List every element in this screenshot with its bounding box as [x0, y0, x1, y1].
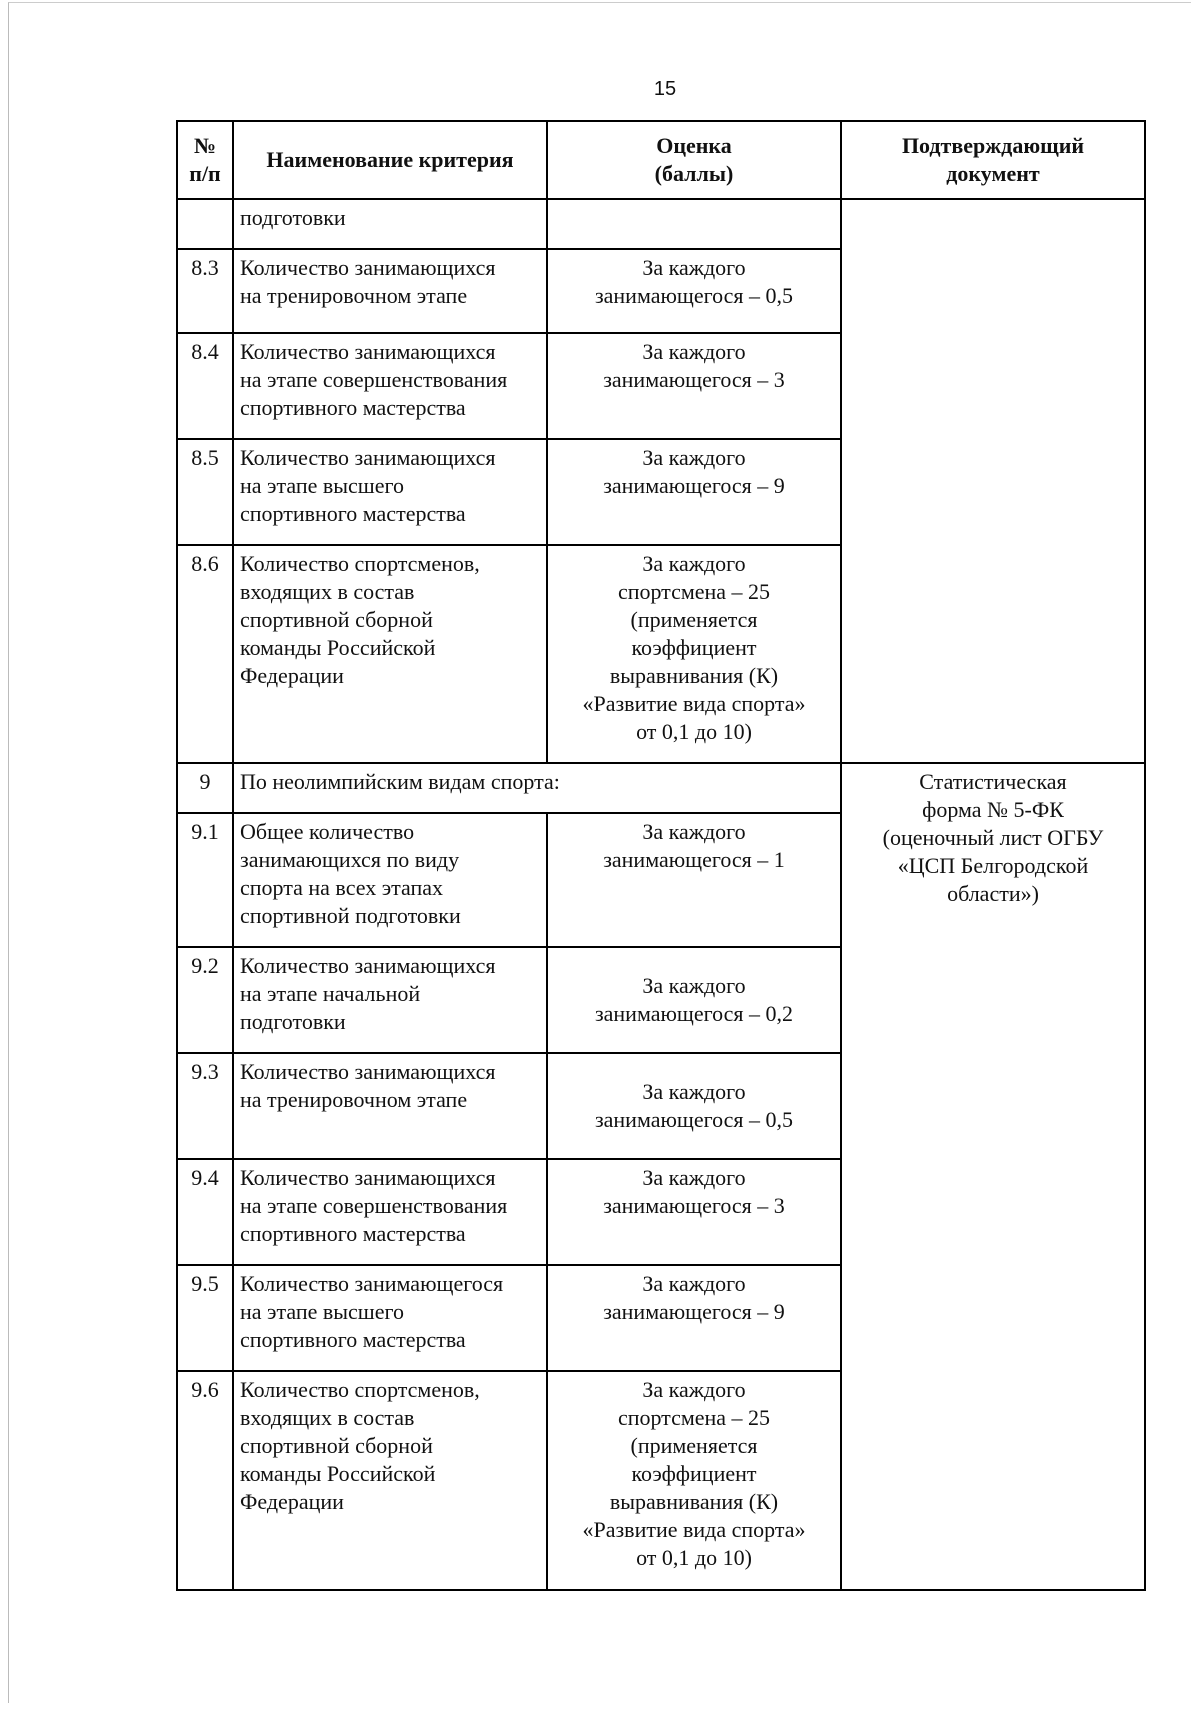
row-name: Количество занимающихся на тренировочном этапе: [233, 1053, 547, 1159]
row-score: За каждого занимающегося – 1: [547, 813, 841, 947]
row-name: Общее количество занимающихся по виду спорта на всех этапах спортивной подготовки: [233, 813, 547, 947]
criteria-table: [176, 120, 1146, 1591]
row-section-title: По неолимпийским видам спорта:: [233, 763, 841, 813]
row-score: За каждого занимающегося – 0,5: [547, 249, 841, 333]
row-name: Количество занимающихся на этапе совершенствования спортивного мастерства: [233, 333, 547, 439]
row-num: 8.3: [177, 249, 233, 333]
row-document-empty: [841, 199, 1145, 763]
row-num: 8.5: [177, 439, 233, 545]
row-num: 9.1: [177, 813, 233, 947]
header-document: Подтверждающий документ: [841, 121, 1145, 199]
row-num: 9.6: [177, 1371, 233, 1590]
row-score: За каждого занимающегося – 3: [547, 333, 841, 439]
table-header-row: [177, 121, 1145, 199]
row-name: Количество занимающихся на этапе высшего спортивного мастерства: [233, 439, 547, 545]
row-score: За каждого занимающегося – 9: [547, 439, 841, 545]
row-name: подготовки: [233, 199, 547, 249]
row-document: Статистическая форма № 5-ФК (оценочный лист ОГБУ «ЦСП Белгородской области»): [841, 763, 1145, 1590]
row-name: Количество занимающихся на тренировочном этапе: [233, 249, 547, 333]
table-row-section: [177, 763, 1145, 813]
row-num: 8.4: [177, 333, 233, 439]
row-num: 9: [177, 763, 233, 813]
header-name: Наименование критерия: [233, 121, 547, 199]
row-score: За каждого занимающегося – 0,2: [547, 947, 841, 1053]
row-name: Количество занимающихся на этапе начальной подготовки: [233, 947, 547, 1053]
row-num: [177, 199, 233, 249]
table-row: [177, 199, 1145, 249]
row-score: За каждого спортсмена – 25 (применяется коэффициент выравнивания (К) «Развитие вида спорта» от 0,1 до 10): [547, 545, 841, 763]
row-name: Количество спортсменов, входящих в состав спортивной сборной команды Российской Федерации: [233, 545, 547, 763]
row-num: 9.2: [177, 947, 233, 1053]
row-score: [547, 199, 841, 249]
row-score: За каждого спортсмена – 25 (применяется коэффициент выравнивания (К) «Развитие вида спорта» от 0,1 до 10): [547, 1371, 841, 1590]
row-name: Количество спортсменов, входящих в состав спортивной сборной команды Российской Федерации: [233, 1371, 547, 1590]
row-num: 9.4: [177, 1159, 233, 1265]
page-number: 15: [653, 78, 677, 100]
header-score: Оценка (баллы): [547, 121, 841, 199]
row-name: Количество занимающихся на этапе совершенствования спортивного мастерства: [233, 1159, 547, 1265]
row-num: 8.6: [177, 545, 233, 763]
row-num: 9.3: [177, 1053, 233, 1159]
row-name: Количество занимающегося на этапе высшего спортивного мастерства: [233, 1265, 547, 1371]
header-num: № п/п: [177, 121, 233, 199]
row-num: 9.5: [177, 1265, 233, 1371]
row-score: За каждого занимающегося – 0,5: [547, 1053, 841, 1159]
row-score: За каждого занимающегося – 3: [547, 1159, 841, 1265]
row-score: За каждого занимающегося – 9: [547, 1265, 841, 1371]
